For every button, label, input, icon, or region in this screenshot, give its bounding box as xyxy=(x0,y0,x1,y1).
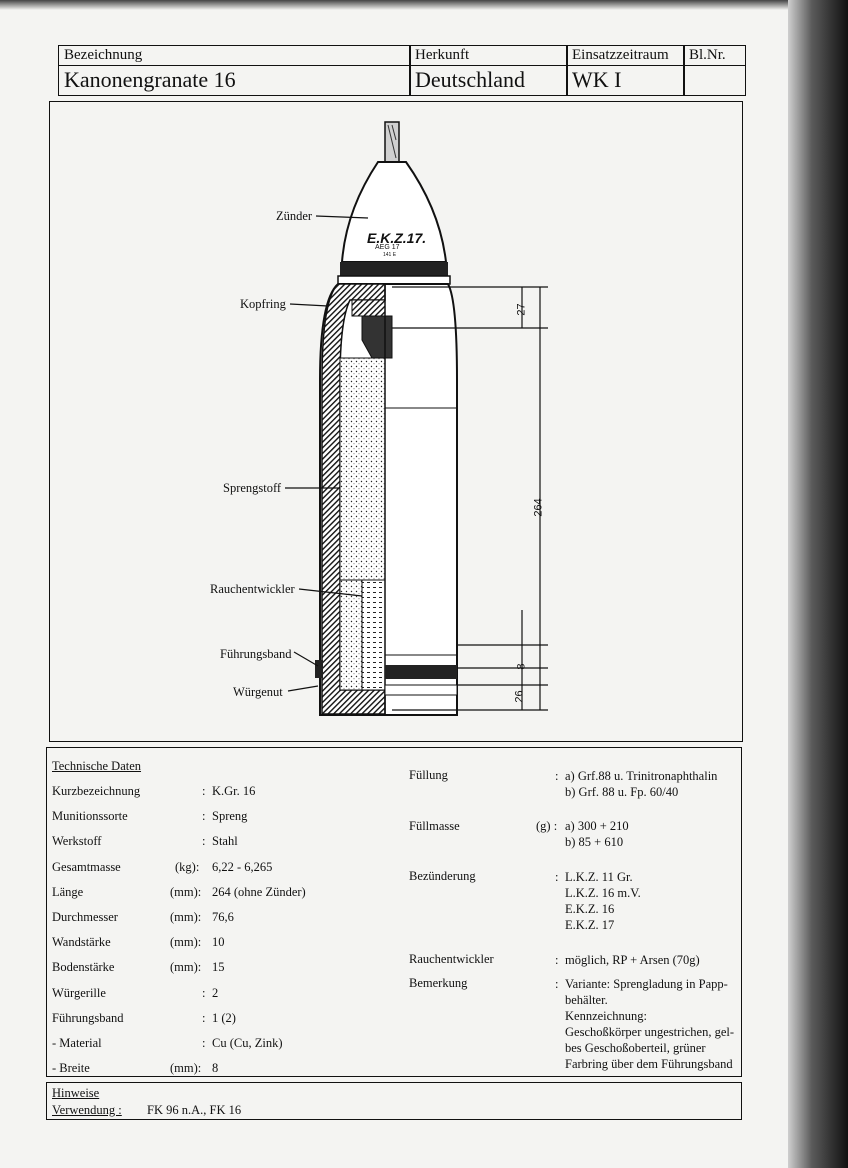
tech-row-label: Durchmesser xyxy=(52,910,118,924)
label-sprengstoff: Sprengstoff xyxy=(223,481,282,495)
colon: : xyxy=(202,1036,206,1050)
herkunft-label: Herkunft xyxy=(415,47,470,63)
verwendung-value: FK 96 n.A., FK 16 xyxy=(147,1103,242,1117)
label-rauchentwickler: Rauchentwickler xyxy=(210,582,295,596)
herkunft-value: Deutschland xyxy=(415,67,525,92)
label-wuergenut: Würgenut xyxy=(233,685,283,699)
tech-row-unit: (kg): xyxy=(175,860,200,874)
tech-row-label: Kurzbezeichnung xyxy=(52,784,141,798)
colon: : xyxy=(555,870,559,884)
tech-row-label: Führungsband xyxy=(52,1011,124,1025)
sprengstoff-fill xyxy=(340,358,385,580)
tech-row-unit: (mm): xyxy=(170,910,202,924)
bemerkung-1: Variante: Sprengladung in Papp- xyxy=(565,977,728,991)
colon: : xyxy=(202,834,206,848)
tech-row-value: 76,6 xyxy=(212,910,234,924)
blnr-label: Bl.Nr. xyxy=(689,47,726,63)
label-fuehrungsband: Führungsband xyxy=(220,647,292,661)
tech-title: Technische Daten xyxy=(52,759,142,773)
label-kopfring: Kopfring xyxy=(240,297,286,311)
bezeichnung-value: Kanonengranate 16 xyxy=(64,67,236,92)
fuellmasse-b: b) 85 + 610 xyxy=(565,835,624,849)
bezuenderung-label: Bezünderung xyxy=(409,869,476,883)
rauchentwickler-label: Rauchentwickler xyxy=(409,952,494,966)
bezuenderung-2: L.K.Z. 16 m.V. xyxy=(565,886,641,900)
tech-row-label: Länge xyxy=(52,885,84,899)
fuellmasse-label: Füllmasse xyxy=(409,819,460,833)
kopfring xyxy=(352,300,385,316)
bemerkung-3: Kennzeichnung: xyxy=(565,1009,647,1023)
tech-row-value: 15 xyxy=(212,960,225,974)
fuellung-a: a) Grf.88 u. Trinitronaphthalin xyxy=(565,769,718,783)
tech-row-value: Stahl xyxy=(212,834,238,848)
tech-row-unit: (mm): xyxy=(170,960,202,974)
einsatz-value: WK I xyxy=(572,67,622,92)
bezuenderung-1: L.K.Z. 11 Gr. xyxy=(565,870,633,884)
bemerkung-2: behälter. xyxy=(565,993,608,1007)
tech-row-label: Werkstoff xyxy=(52,834,102,848)
tech-row-value: Cu (Cu, Zink) xyxy=(212,1036,283,1050)
einsatz-label: Einsatzzeitraum xyxy=(572,47,669,63)
verwendung-label: Verwendung : xyxy=(52,1103,122,1117)
tech-row-unit: (mm): xyxy=(170,935,202,949)
colon: : xyxy=(555,977,559,991)
tech-row-label: Gesamtmasse xyxy=(52,860,121,874)
tech-row-label: - Material xyxy=(52,1036,102,1050)
fuellmasse-unit: (g) : xyxy=(536,819,558,833)
colon: : xyxy=(555,769,559,783)
fuellung-label: Füllung xyxy=(409,768,448,782)
bemerkung-4: Geschoßkörper ungestrichen, gel- xyxy=(565,1025,735,1039)
dim-26: 26 xyxy=(513,690,526,703)
dim-264: 264 xyxy=(532,498,545,517)
tech-row-value: K.Gr. 16 xyxy=(212,784,256,798)
colon: : xyxy=(555,953,559,967)
fuze-marking-3: 141 E xyxy=(383,252,397,258)
tech-row-label: Wandstärke xyxy=(52,935,111,949)
tech-row-label: Munitionssorte xyxy=(52,809,128,823)
bemerkung-6: Farbring über dem Führungsband xyxy=(565,1057,733,1071)
fuellmasse-a: a) 300 + 210 xyxy=(565,819,629,833)
bemerkung-5: bes Geschoßoberteil, grüner xyxy=(565,1041,706,1055)
fuehrungsband xyxy=(385,665,457,679)
tech-row-label: Bodenstärke xyxy=(52,960,115,974)
tech-row-value: 6,22 - 6,265 xyxy=(212,860,273,874)
dim-8: 8 xyxy=(515,663,528,670)
label-zuender: Zünder xyxy=(276,209,313,223)
tech-row-unit: (mm): xyxy=(170,885,202,899)
rauchentwickler-fill xyxy=(362,580,385,690)
bezuenderung-4: E.K.Z. 17 xyxy=(565,918,615,932)
colon: : xyxy=(202,986,206,1000)
hinweise-title: Hinweise xyxy=(52,1086,100,1100)
fuellung-b: b) Grf. 88 u. Fp. 60/40 xyxy=(565,785,679,799)
colon: : xyxy=(202,784,206,798)
tech-row-label: Würgerille xyxy=(52,986,106,1000)
tech-row-value: 264 (ohne Zünder) xyxy=(212,885,306,899)
fuze-ring xyxy=(340,262,448,276)
bezuenderung-3: E.K.Z. 16 xyxy=(565,902,615,916)
tech-row-value: 1 (2) xyxy=(212,1011,236,1025)
tech-row-unit: (mm): xyxy=(170,1061,202,1075)
fuze-marking: E.K.Z.17. xyxy=(367,230,427,246)
bemerkung-label: Bemerkung xyxy=(409,976,468,990)
tech-row-value: Spreng xyxy=(212,809,248,823)
colon: : xyxy=(202,1011,206,1025)
colon: : xyxy=(202,809,206,823)
tech-row-value: 8 xyxy=(212,1061,219,1075)
tech-row-value: 10 xyxy=(212,935,225,949)
dim-27: 27 xyxy=(515,303,528,316)
bezeichnung-label: Bezeichnung xyxy=(64,47,143,63)
tech-row-value: 2 xyxy=(212,986,219,1000)
fuze-marking-2: AEG 17 xyxy=(375,244,400,251)
rauchentwickler-value: möglich, RP + Arsen (70g) xyxy=(565,953,700,967)
tech-row-label: - Breite xyxy=(52,1061,90,1075)
